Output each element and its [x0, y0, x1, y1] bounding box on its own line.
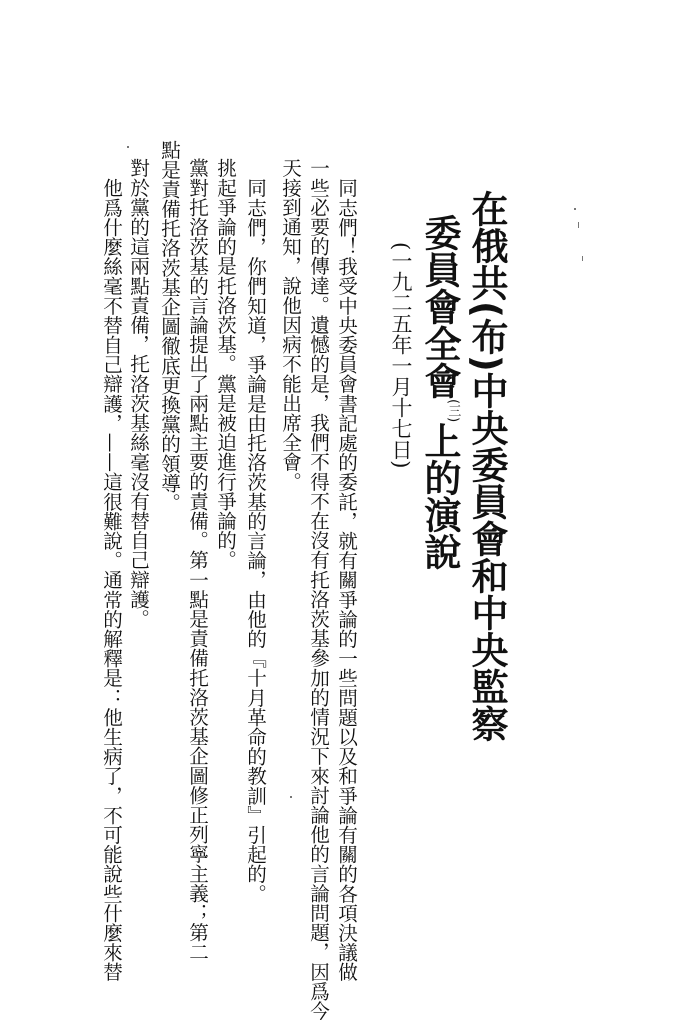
text-column-8: 對於黨的這兩點責備，托洛茨基絲毫沒有替自己辯護。: [126, 158, 150, 629]
scan-speck: [290, 796, 292, 798]
text-column-7: 點是責備托洛茨基企圖徹底更換黨的領導。: [157, 140, 181, 513]
scan-speck: [578, 222, 579, 228]
speech-title-line-1: 在俄共(布)中央委員會和中央監察: [465, 190, 508, 742]
text-column-3: 天接到通知，說他因病不能出席全會。: [278, 158, 302, 492]
scan-speck: [582, 256, 583, 261]
scan-speck: [574, 208, 576, 210]
text-column-1: 同志們！我受中央委員會書記處的委託，就有關爭論的一些問題以及和爭論有關的各項決議做: [334, 178, 358, 982]
text-column-2: 一些必要的傳達。遺憾的是，我們不得不在沒有托洛茨基參加的情況下來討論他的言論問題，因爲今: [306, 158, 330, 1020]
text-column-6: 黨對托洛茨基的言論提出了兩點主要的責備。第一點是責備托洛茨基企圖修正列寧主義；第二: [185, 158, 209, 962]
text-column-9: 他爲什麼絲毫不替自己辯護，——這很難說。通常的解釋是：他生病了，不可能說些什麼來替: [99, 178, 123, 982]
speech-title-line-2: [418, 214, 461, 571]
speech-date: (一九二五年一月十七日): [389, 242, 413, 469]
scan-speck: [127, 146, 129, 148]
text-column-4: 同志們，你們知道，爭論是由托洛茨基的言論，由他的『十月革命的教訓』引起的。: [243, 178, 267, 904]
text-column-5: 挑起爭論的是托洛茨基。黨是被迫進行爭論的。: [213, 158, 237, 570]
speech-title-line-2-end: 上的演說: [418, 422, 461, 571]
speech-title-line-2-main: 委員會全會: [418, 214, 461, 399]
footnote-marker: (三): [445, 399, 461, 423]
